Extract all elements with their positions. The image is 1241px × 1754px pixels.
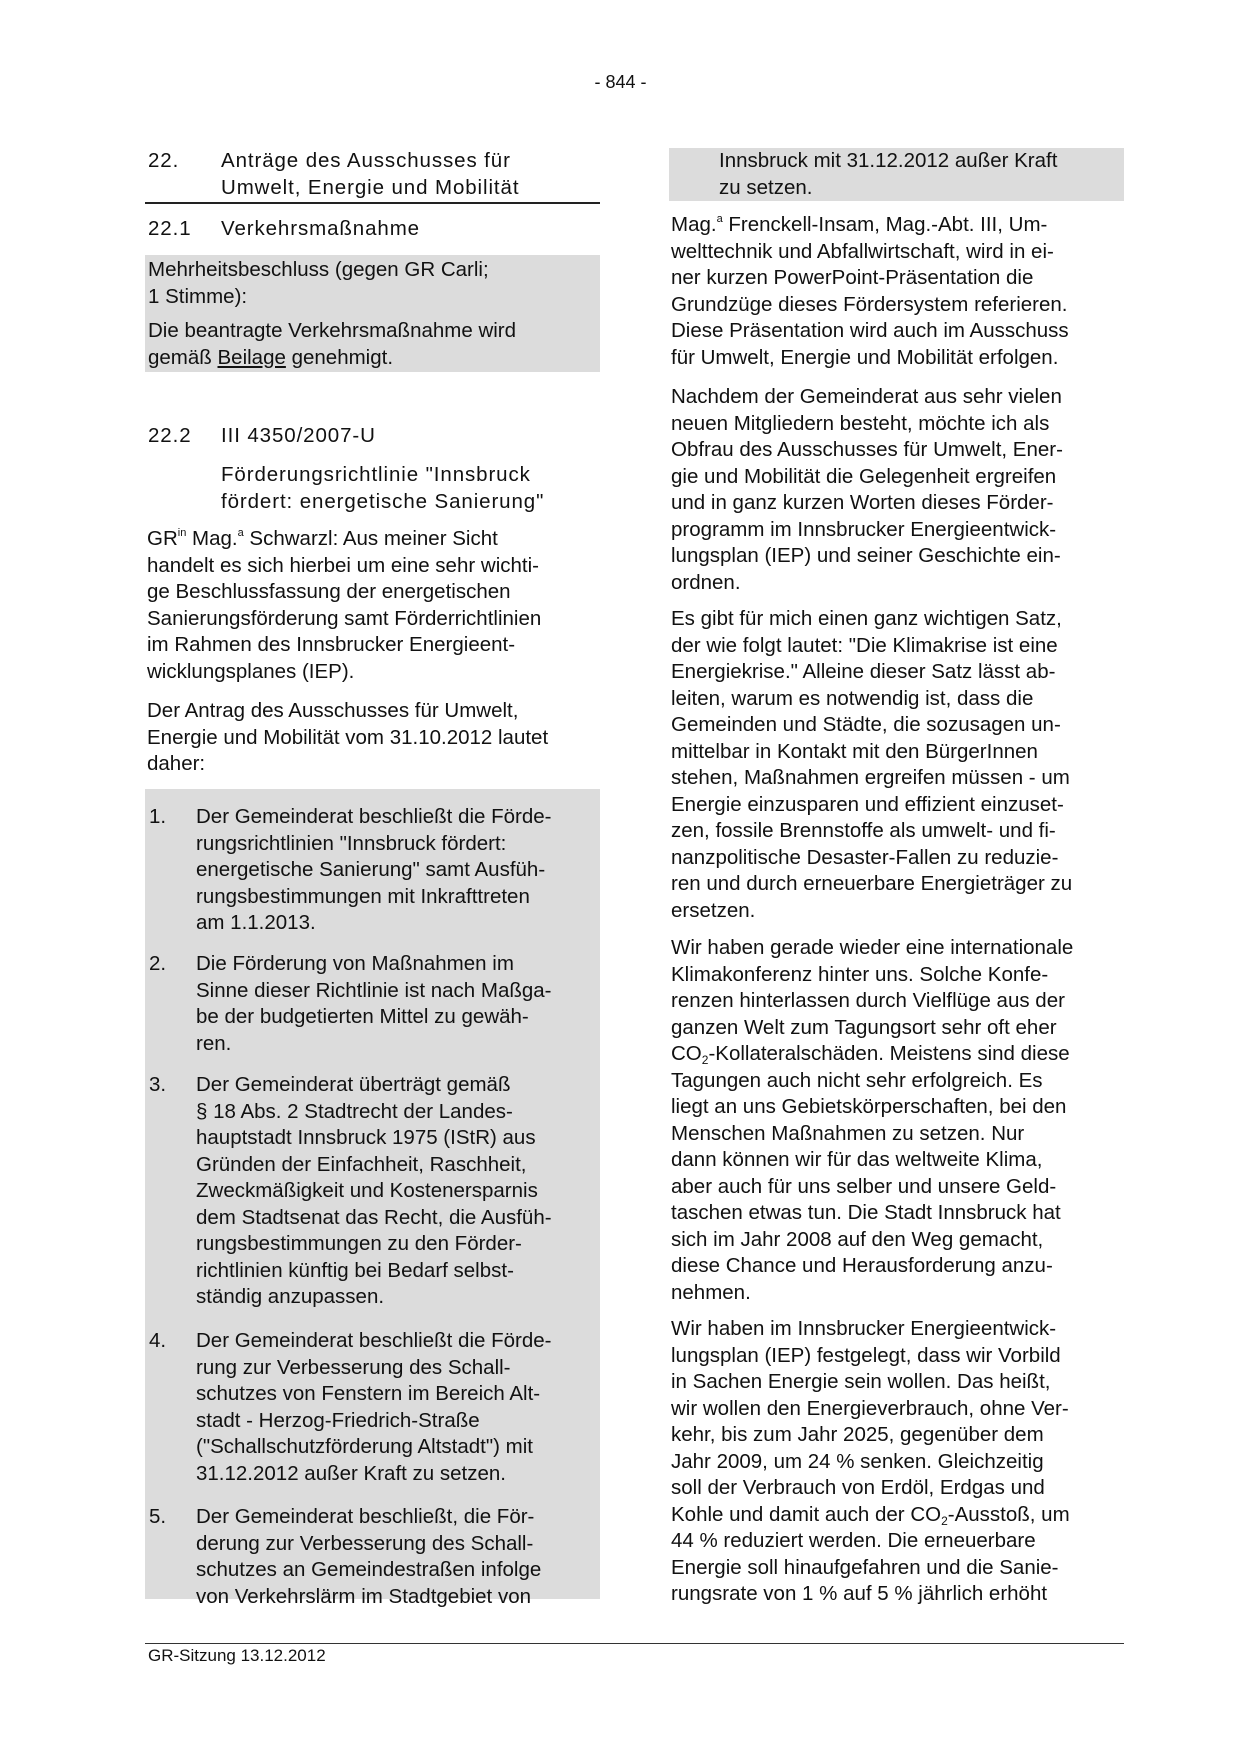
- text-line: der wie folgt lautet: "Die Klimakrise ist eine: [671, 633, 1058, 657]
- text-line: Nachdem der Gemeinderat aus sehr vielen: [671, 385, 1062, 408]
- text-line: ren.: [196, 1031, 232, 1055]
- text-line: gie und Mobilität die Gelegenheit ergreifen: [671, 464, 1057, 488]
- text-line: schutzes an Gemeindestraßen infolge: [196, 1558, 542, 1581]
- text-line: und in ganz kurzen Worten dieses Förder-: [671, 491, 1054, 514]
- page-number: - 844 -: [594, 72, 647, 92]
- text-line: Zweckmäßigkeit und Kostenersparnis: [196, 1179, 538, 1202]
- text: CO: [671, 1042, 702, 1065]
- list-item-number: 3.: [149, 1073, 167, 1096]
- text-line: daher:: [147, 752, 206, 775]
- text-line: [671, 1502, 1070, 1529]
- text-line: Gemeinden und Städte, die sozusagen un-: [671, 713, 1061, 736]
- text: Mag.: [671, 213, 717, 236]
- text-line: ständig anzupassen.: [196, 1285, 385, 1308]
- text-line: Anträge des Ausschusses für: [221, 149, 511, 172]
- motion-continuation-text: [719, 148, 1057, 201]
- text-line: stehen, Maßnahmen ergreifen müssen - um: [671, 766, 1070, 789]
- list-item-text: [196, 951, 552, 1057]
- text-line: Jahr 2009, um 24 % senken. Gleichzeitig: [671, 1449, 1044, 1473]
- text-line: rung zur Verbesserung des Schall-: [196, 1355, 511, 1379]
- text-line: handelt es sich hierbei um eine sehr wichti-: [147, 553, 539, 577]
- text-line: rungsrichtlinien "Innsbruck fördert:: [196, 831, 507, 855]
- text-line: fördert: energetische Sanierung": [221, 489, 545, 513]
- text-line: Menschen Maßnahmen zu setzen. Nur: [671, 1121, 1025, 1145]
- list-item-text: [196, 1328, 552, 1487]
- section-title: [221, 148, 519, 201]
- text-line: Obfrau des Ausschusses für Umwelt, Ener-: [671, 438, 1063, 461]
- text: Schwarzl: Aus meiner Sicht: [243, 527, 498, 550]
- text-line: derung zur Verbesserung des Schall-: [196, 1531, 534, 1555]
- text-line: dann können wir für das weltweite Klima,: [671, 1148, 1043, 1171]
- text-line: diese Chance und Herausforderung anzu-: [671, 1254, 1053, 1277]
- text-line: taschen etwas tun. Die Stadt Innsbruck hat: [671, 1201, 1061, 1224]
- footer-text: GR-Sitzung 13.12.2012: [148, 1646, 326, 1665]
- list-item-text: [196, 1504, 541, 1610]
- text-line: energetische Sanierung" samt Ausfüh-: [196, 858, 546, 881]
- text: GR: [147, 527, 178, 550]
- text-line: wicklungsplanes (IEP).: [147, 659, 355, 683]
- text-line: Förderungsrichtlinie "Innsbruck: [221, 463, 531, 486]
- list-item-text: [196, 804, 552, 937]
- text-line: dem Stadtsenat das Recht, die Ausfüh-: [196, 1205, 552, 1229]
- text-line: am 1.1.2013.: [196, 911, 316, 934]
- motion-list: [145, 789, 600, 1608]
- text: Mag.: [186, 527, 238, 550]
- text-line: § 18 Abs. 2 Stadtrecht der Landes-: [196, 1099, 513, 1123]
- text-line: im Rahmen des Innsbrucker Energieent-: [147, 633, 516, 656]
- text-line: schutzes von Fenstern im Bereich Alt-: [196, 1382, 541, 1405]
- text: -Kollateralschäden. Meistens sind diese: [708, 1042, 1070, 1065]
- text-line: [671, 212, 1069, 239]
- text: Frenckell-Insam, Mag.-Abt. III, Um-: [722, 213, 1048, 236]
- paragraph: [671, 212, 1069, 371]
- text-line: sich im Jahr 2008 auf den Weg gemacht,: [671, 1227, 1044, 1251]
- text: -Ausstoß, um: [947, 1502, 1070, 1526]
- text-line: Innsbruck mit 31.12.2012 außer Kraft: [719, 149, 1058, 172]
- text-line: 1 Stimme):: [148, 284, 248, 308]
- list-item-number: 5.: [149, 1505, 167, 1528]
- text-line: 31.12.2012 außer Kraft zu setzen.: [196, 1461, 506, 1485]
- beilage-link[interactable]: Beilage: [217, 345, 286, 369]
- text-line: ("Schallschutzförderung Altstadt") mit: [196, 1435, 533, 1458]
- text-line: rungsrate von 1 % auf 5 % jährlich erhöht: [671, 1582, 1048, 1605]
- text-line: neuen Mitgliedern besteht, möchte ich als: [671, 411, 1050, 435]
- motion-continuation-box: [669, 148, 1124, 201]
- superscript: in: [177, 527, 187, 539]
- text-line: 44 % reduziert werden. Die erneuerbare: [671, 1529, 1036, 1552]
- list-item-number: 4.: [149, 1329, 167, 1352]
- text-line: kehr, bis zum Jahr 2025, gegenüber dem: [671, 1423, 1044, 1446]
- text-line: Der Gemeinderat beschließt die Förde-: [196, 805, 552, 828]
- text-line: ersetzen.: [671, 898, 756, 922]
- text-line: Der Gemeinderat überträgt gemäß: [196, 1073, 511, 1096]
- paragraph: [147, 526, 541, 685]
- text-line: Sanierungsförderung samt Förderrichtlinien: [147, 606, 542, 630]
- text-line: Der Gemeinderat beschließt, die För-: [196, 1505, 535, 1528]
- text-line: ren und durch erneuerbare Energieträger zu: [671, 872, 1073, 895]
- text-line: aber auch für uns selber und unsere Geld-: [671, 1174, 1057, 1198]
- text-line: programm im Innsbrucker Energieentwick-: [671, 517, 1057, 541]
- list-item-number: 1.: [149, 805, 167, 828]
- text-line: Sinne dieser Richtlinie ist nach Maßga-: [196, 978, 552, 1002]
- subsection-id: III 4350/2007-U: [221, 424, 376, 447]
- text-line: Umwelt, Energie und Mobilität: [221, 175, 520, 199]
- text-line: Energiekrise." Alleine dieser Satz lässt ab-: [671, 660, 1056, 683]
- resolution-text: Die beantragte Verkehrsmaßnahme wird: [148, 319, 517, 342]
- text-line: ge Beschlussfassung der energetischen: [147, 580, 511, 603]
- text-line: Klimakonferenz hinter uns. Solche Konfe-: [671, 962, 1049, 986]
- text-line: Diese Präsentation wird auch im Ausschuss: [671, 319, 1069, 342]
- resolution-vote: [148, 257, 489, 310]
- text-line: Wir haben im Innsbrucker Energieentwick-: [671, 1317, 1057, 1340]
- superscript: a: [716, 213, 723, 225]
- text-line: Gründen der Einfachheit, Raschheit,: [196, 1152, 527, 1176]
- text-line: Tagungen auch nicht sehr erfolgreich. Es: [671, 1068, 1043, 1092]
- text-line: leiten, warum es notwendig ist, dass die: [671, 686, 1034, 710]
- section-divider: [145, 202, 600, 204]
- text-line: Energie und Mobilität vom 31.10.2012 lautet: [147, 725, 549, 749]
- text-line: Grundzüge dieses Fördersystem referieren.: [671, 292, 1068, 316]
- list-item-text: [196, 1072, 552, 1311]
- subscript: 2: [701, 1053, 709, 1067]
- resolution-box: [145, 255, 600, 372]
- paragraph: [671, 606, 1072, 924]
- text-line: hauptstadt Innsbruck 1975 (IStR) aus: [196, 1126, 536, 1149]
- text-line: lungsplan (IEP) und seiner Geschichte ein-: [671, 544, 1061, 567]
- text-line: stadt - Herzog-Friedrich-Straße: [196, 1408, 480, 1432]
- text: genehmigt.: [285, 345, 394, 369]
- superscript: a: [237, 527, 244, 539]
- text-line: soll der Verbrauch von Erdöl, Erdgas und: [671, 1476, 1045, 1499]
- text-line: Mehrheitsbeschluss (gegen GR Carli;: [148, 258, 489, 281]
- subsection-number: 22.2: [148, 424, 192, 447]
- paragraph: [671, 1316, 1070, 1608]
- text-line: Es gibt für mich einen ganz wichtigen Satz,: [671, 607, 1062, 630]
- text-line: richtlinien künftig bei Bedarf selbst-: [196, 1258, 514, 1282]
- text-line: Energie soll hinaufgefahren und die Sanie-: [671, 1555, 1059, 1579]
- section-number: 22.: [148, 149, 180, 172]
- paragraph: [671, 384, 1063, 596]
- text-line: welttechnik und Abfallwirtschaft, wird in ei-: [671, 239, 1054, 263]
- text-line: [671, 1041, 1073, 1068]
- text-line: ganzen Welt zum Tagungsort sehr oft eher: [671, 1015, 1057, 1039]
- text-line: nanzpolitische Desaster-Fallen zu reduzie-: [671, 845, 1059, 869]
- text-line: ner kurzen PowerPoint-Präsentation die: [671, 266, 1034, 289]
- subsection-title: Verkehrsmaßnahme: [221, 217, 420, 240]
- text-line: Die Förderung von Maßnahmen im: [196, 952, 514, 975]
- text-line: [147, 526, 541, 553]
- text-line: in Sachen Energie sein wollen. Das heißt,: [671, 1370, 1051, 1393]
- paragraph: [671, 935, 1073, 1306]
- text-line: ordnen.: [671, 570, 741, 594]
- text-line: nehmen.: [671, 1280, 751, 1304]
- subscript: 2: [941, 1513, 948, 1528]
- list-item-number: 2.: [149, 952, 167, 975]
- text-line: Energie einzusparen und effizient einzuset-: [671, 792, 1064, 816]
- text-line: rungsbestimmungen mit Inkrafttreten: [196, 884, 530, 908]
- text-line: wir wollen den Energieverbrauch, ohne Ver-: [671, 1396, 1069, 1420]
- paragraph: [147, 698, 548, 778]
- subsection-number: 22.1: [148, 217, 192, 240]
- text-line: Der Gemeinderat beschließt die Förde-: [196, 1329, 552, 1352]
- text-line: Wir haben gerade wieder eine internationale: [671, 936, 1074, 959]
- text-line: für Umwelt, Energie und Mobilität erfolgen.: [671, 345, 1059, 369]
- text-line: Der Antrag des Ausschusses für Umwelt,: [147, 699, 519, 722]
- text-line: mittelbar in Kontakt mit den BürgerInnen: [671, 739, 1038, 763]
- text: gemäß: [148, 345, 218, 369]
- text-line: zen, fossile Brennstoffe als umwelt- und fi-: [671, 819, 1056, 842]
- text-line: rungsbestimmungen zu den Förder-: [196, 1232, 522, 1255]
- text-line: zu setzen.: [719, 175, 813, 199]
- text-line: von Verkehrslärm im Stadtgebiet von: [196, 1584, 531, 1608]
- text: Kohle und damit auch der CO: [671, 1502, 942, 1526]
- resolution-text-line2: [148, 345, 516, 372]
- text-line: lungsplan (IEP) festgelegt, dass wir Vorbild: [671, 1343, 1061, 1367]
- text-line: renzen hinterlassen durch Vielflüge aus der: [671, 989, 1065, 1012]
- text-line: be der budgetierten Mittel zu gewäh-: [196, 1005, 529, 1028]
- footer-divider: [145, 1643, 1124, 1644]
- subsection-title: [221, 462, 544, 515]
- text-line: liegt an uns Gebietskörperschaften, bei den: [671, 1095, 1067, 1118]
